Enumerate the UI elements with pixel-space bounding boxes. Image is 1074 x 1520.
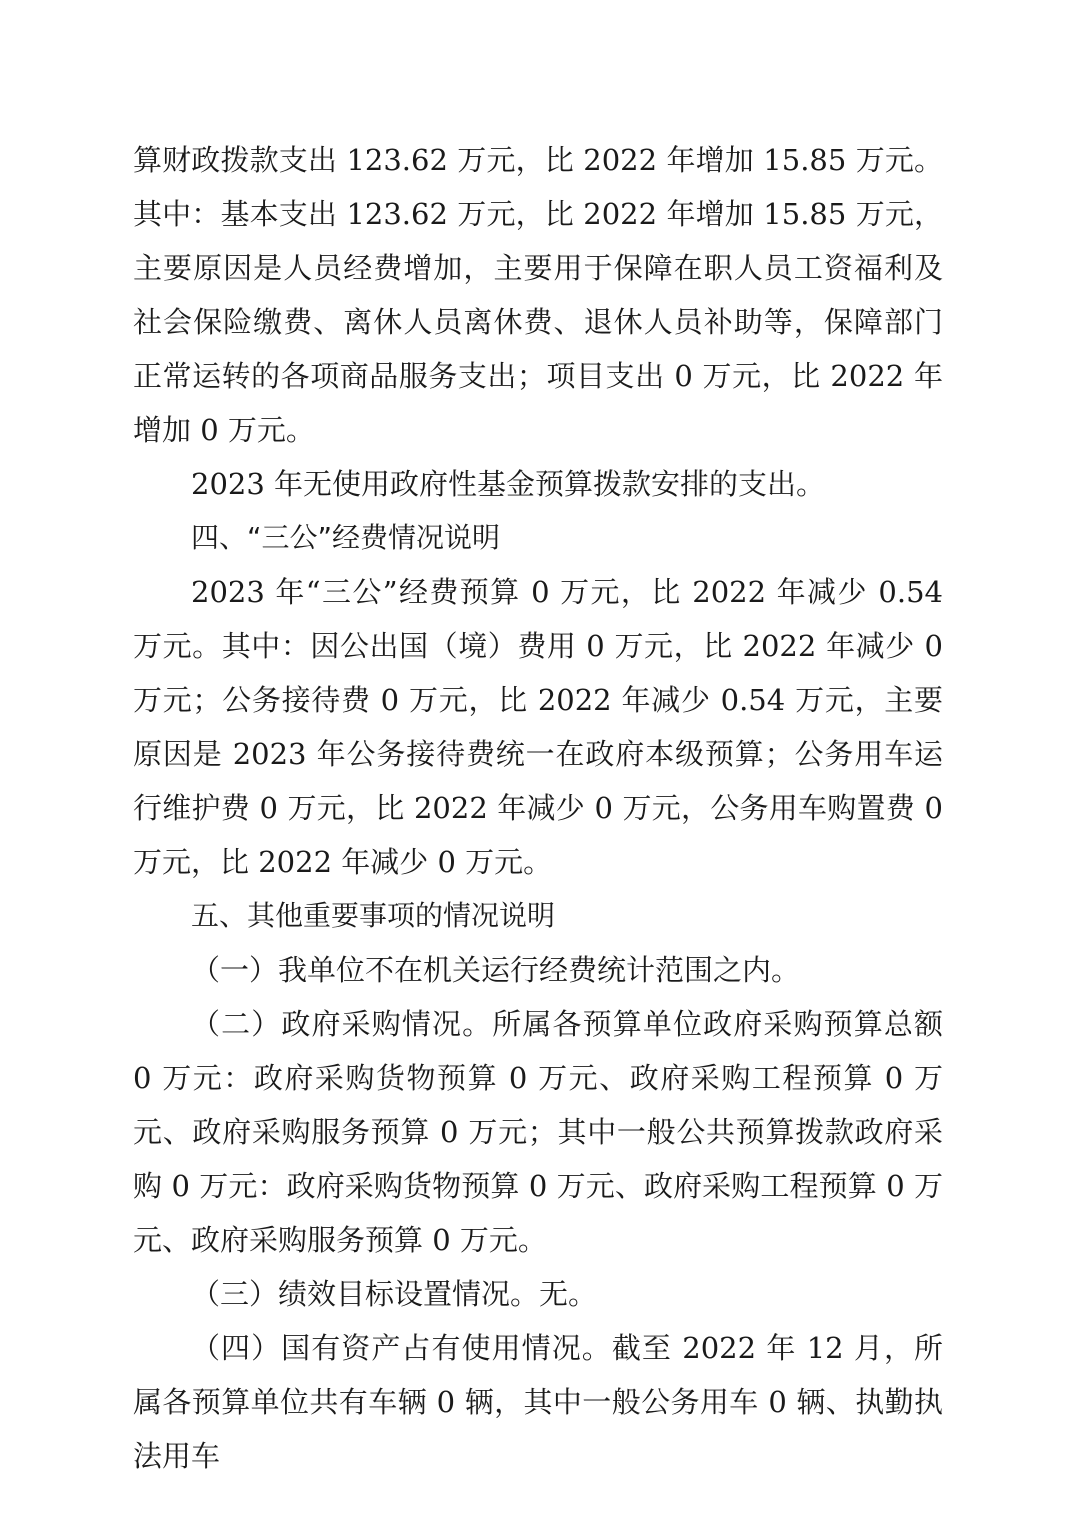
section-heading-other-matters: 五、其他重要事项的情况说明 <box>191 899 556 932</box>
paragraph-fund-budget: 2023 年无使用政府性基金预算拨款安排的支出。 <box>191 467 826 501</box>
paragraph-three-public-expenses: 2023 年“三公”经费预算 0 万元，比 2022 年减少 0.54 万元。其中：因公出国（境）费用 0 万元，比 2022 年减少 0 万元；公务接待费 0 万元，比 2022 年减少 0.54 万元，主要原因是 2023 年公务接待费统一在政府本级预算；公务用车运行维护费 0 万元，比 2022 年减少 0 万元，公务用车购置费 0 万元，比 2022 年减少 0 万元。 <box>133 575 943 879</box>
paragraph-performance-targets: （三）绩效目标设置情况。无。 <box>191 1277 598 1311</box>
paragraph-government-procurement: （二）政府采购情况。所属各预算单位政府采购预算总额 0 万元：政府采购货物预算 0 万元、政府采购工程预算 0 万元、政府采购服务预算 0 万元；其中一般公共预算拨款政府采购 0 万元：政府采购货物预算 0 万元、政府采购工程预算 0 万元、政府采购服务预算 0 万元。 <box>133 1007 943 1257</box>
document-body <box>133 133 943 1483</box>
paragraph-expenditure-detail: 算财政拨款支出 123.62 万元，比 2022 年增加 15.85 万元。其中：基本支出 123.62 万元，比 2022 年增加 15.85 万元，主要原因是人员经费增加，主要用于保障在职人员工资福利及社会保险缴费、离休人员离休费、退休人员补助等，保障部门正常运转的各项商品服务支出；项目支出 0 万元，比 2022 年增加 0 万元。 <box>133 143 943 447</box>
paragraph-operating-expenses: （一）我单位不在机关运行经费统计范围之内。 <box>191 953 801 987</box>
paragraph-state-assets: （四）国有资产占有使用情况。截至 2022 年 12 月，所属各预算单位共有车辆 0 辆，其中一般公务用车 0 辆、执勤执法用车 <box>133 1331 943 1473</box>
section-heading-three-public: 四、“三公”经费情况说明 <box>191 521 501 554</box>
